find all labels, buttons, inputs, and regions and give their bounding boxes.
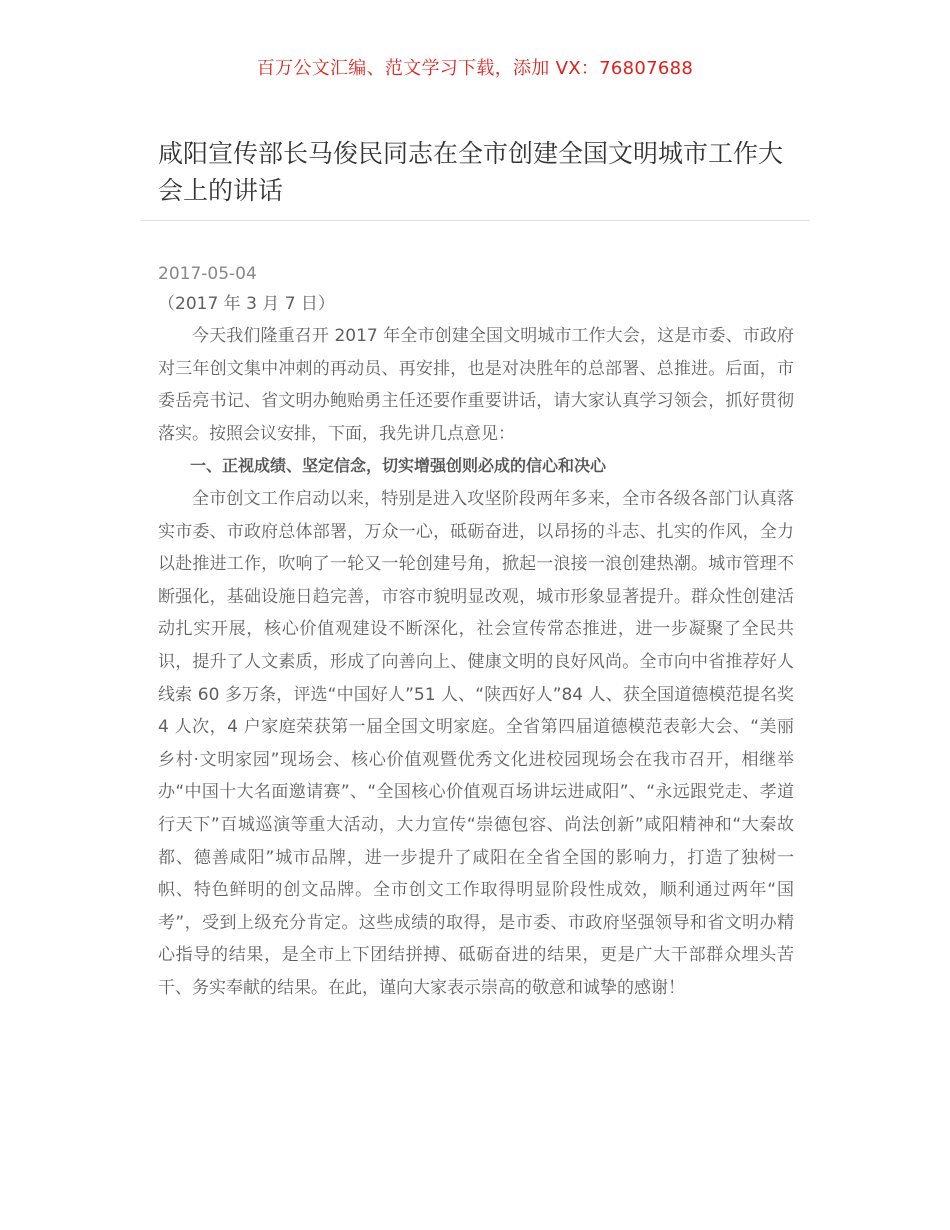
publish-date: 2017-05-04	[158, 264, 257, 284]
article-body	[158, 290, 794, 1004]
watermark-banner: 百万公文汇编、范文学习下载，添加 VX：76807688	[256, 58, 694, 79]
paragraph-intro: 今天我们隆重召开 2017 年全市创建全国文明城市工作大会，这是市委、市政府对三年创文集中冲刺的再动员、再安排，也是对决胜年的总部署、总推进。后面，市委岳亮书记、省文明办鲍贻勇主任还要作重要讲话，请大家认真学习领会，抓好贯彻落实。按照会议安排，下面，我先讲几点意见：	[158, 326, 794, 444]
article-title: 咸阳宣传部长马俊民同志在全市创建全国文明城市工作大会上的讲话	[158, 139, 784, 205]
section-heading: 一、正视成绩、坚定信念，切实增强创则必成的信心和决心	[190, 456, 607, 476]
title-divider	[140, 220, 810, 221]
speech-date: （2017 年 3 月 7 日）	[158, 294, 335, 314]
paragraph-achievements: 全市创文工作启动以来，特别是进入攻坚阶段两年多来，全市各级各部门认真落实市委、市政府总体部署，万众一心，砥砺奋进，以昂扬的斗志、扎实的作风，全力以赴推进工作，吹响了一轮又一轮创建号角，掀起一浪接一浪创建热潮。城市管理不断强化，基础设施日趋完善，市容市貌明显改观，城市形象显著提升。群众性创建活动扎实开展，核心价值观建设不断深化，社会宣传常态推进，进一步凝聚了全民共识，提升了人文素质，形成了向善向上、健康文明的良好风尚。全市向中省推荐好人线索 60 多万条，评选“中国好人”51 人、“陕西好人”84 人、获全国道德模范提名奖 4 人次，4 户家庭荣获第一届全国文明家庭。全省第四届道德模范表彰大会、“美丽乡村·文明家园”现场会、核心价值观暨优秀文化进校园现场会在我市召开，相继举办“中国十大名面邀请赛”、“全国核心价值观百场讲坛进咸阳”、“永远跟党走、孝道行天下”百城巡演等重大活动，大力宣传“崇德包容、尚法创新”咸阳精神和“大秦故都、德善咸阳”城市品牌，进一步提升了咸阳在全省全国的影响力，打造了独树一帜、特色鲜明的创文品牌。全市创文工作取得明显阶段性成效，顺利通过两年“国考”，受到上级充分肯定。这些成绩的取得，是市委、市政府坚强领导和省文明办精心指导的结果，是全市上下团结拼搏、砥砺奋进的结果，更是广大干部群众埋头苦干、务实奉献的结果。在此，谨向大家表示崇高的敬意和诚挚的感谢！	[158, 488, 794, 998]
